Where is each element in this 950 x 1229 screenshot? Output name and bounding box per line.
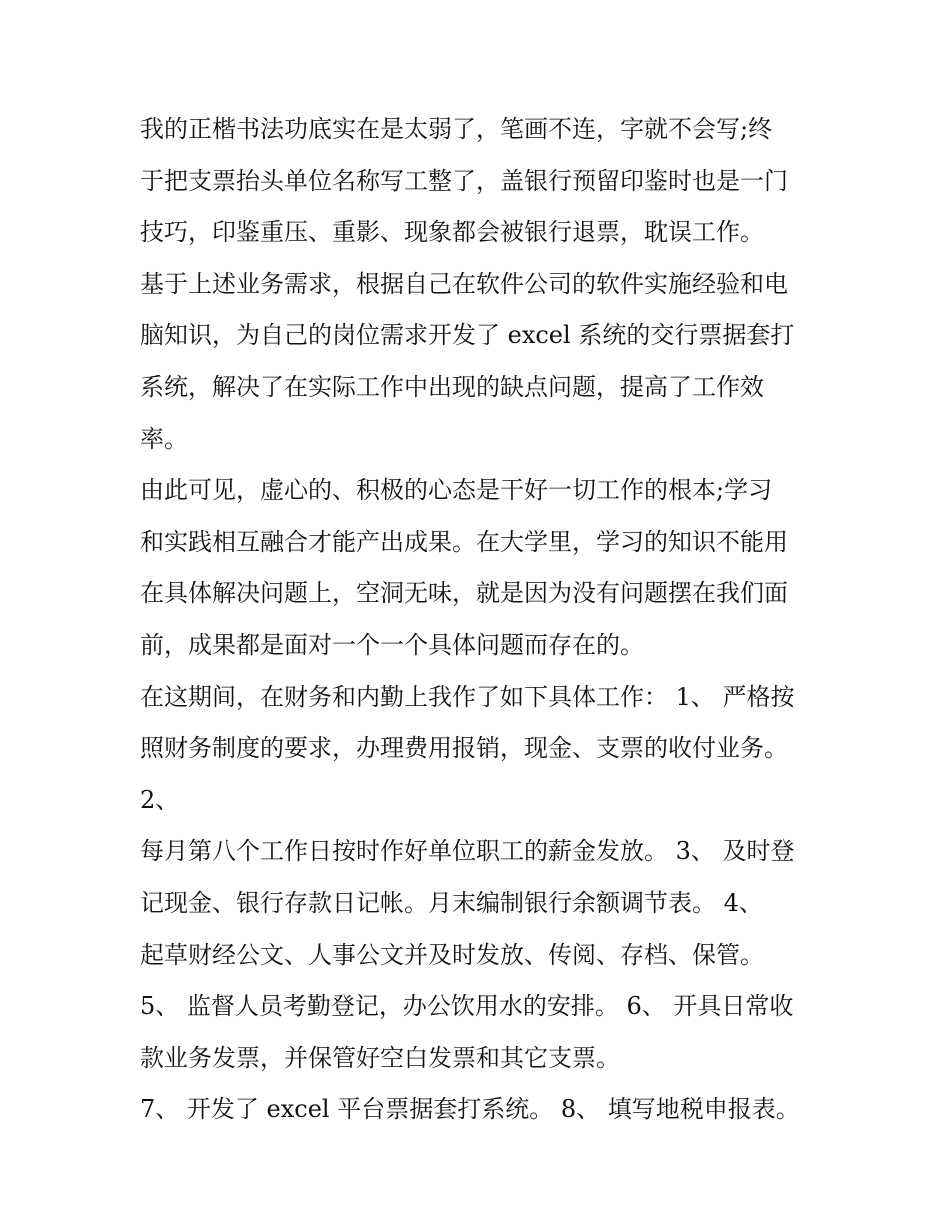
paragraph-duties-final <box>140 1084 820 1136</box>
text-line: 记现金、银行存款日记帐。月末编制银行余额调节表。 4、 <box>140 888 763 917</box>
text-line: 在具体解决问题上，空洞无味，就是因为没有问题摆在我们面 <box>140 579 788 608</box>
text-line: 款业务发票，并保管好空白发票和其它支票。 <box>140 1043 620 1072</box>
document-body <box>140 104 820 1136</box>
text-line: 脑知识，为自己的岗位需求开发了 excel 系统的交行票据套打 <box>140 321 795 350</box>
text-line: 7、 开发了 excel 平台票据套打系统。 8、 填写地税申报表。 <box>140 1095 800 1124</box>
paragraph-calligraphy <box>140 104 820 259</box>
text-line: 基于上述业务需求，根据自己在软件公司的软件实施经验和电 <box>140 269 788 298</box>
paragraph-duties-list <box>140 826 820 1084</box>
text-line: 系统，解决了在实际工作中出现的缺点问题，提高了工作效 <box>140 372 764 401</box>
text-line: 和实践相互融合才能产出成果。在大学里，学习的知识不能用 <box>140 527 788 556</box>
paragraph-excel-system <box>140 259 820 465</box>
text-line: 照财务制度的要求，办理费用报销，现金、支票的收付业务。 <box>140 734 788 763</box>
text-line: 由此可见，虚心的、积极的心态是干好一切工作的根本;学习 <box>140 476 773 505</box>
text-line: 率。 <box>140 424 188 453</box>
text-line: 在这期间，在财务和内勤上我作了如下具体工作： 1、 严格按 <box>140 682 795 711</box>
paragraph-duties-intro <box>140 672 820 827</box>
paragraph-attitude <box>140 465 820 671</box>
text-line: 起草财经公文、人事公文并及时发放、传阅、存档、保管。 <box>140 940 764 969</box>
text-line: 前，成果都是面对一个一个具体问题而存在的。 <box>140 630 644 659</box>
text-line: 5、 监督人员考勤登记，办公饮用水的安排。 6、 开具日常收 <box>140 992 794 1021</box>
text-line: 我的正楷书法功底实在是太弱了，笔画不连，字就不会写;终 <box>140 115 773 143</box>
text-line: 每月第八个工作日按时作好单位职工的薪金发放。 3、 及时登 <box>140 837 795 866</box>
text-line: 于把支票抬头单位名称写工整了，盖银行预留印鉴时也是一门 <box>140 166 788 195</box>
text-line: 2、 <box>140 785 180 814</box>
text-line: 技巧，印鉴重压、重影、现象都会被银行退票，耽误工作。 <box>140 218 764 247</box>
